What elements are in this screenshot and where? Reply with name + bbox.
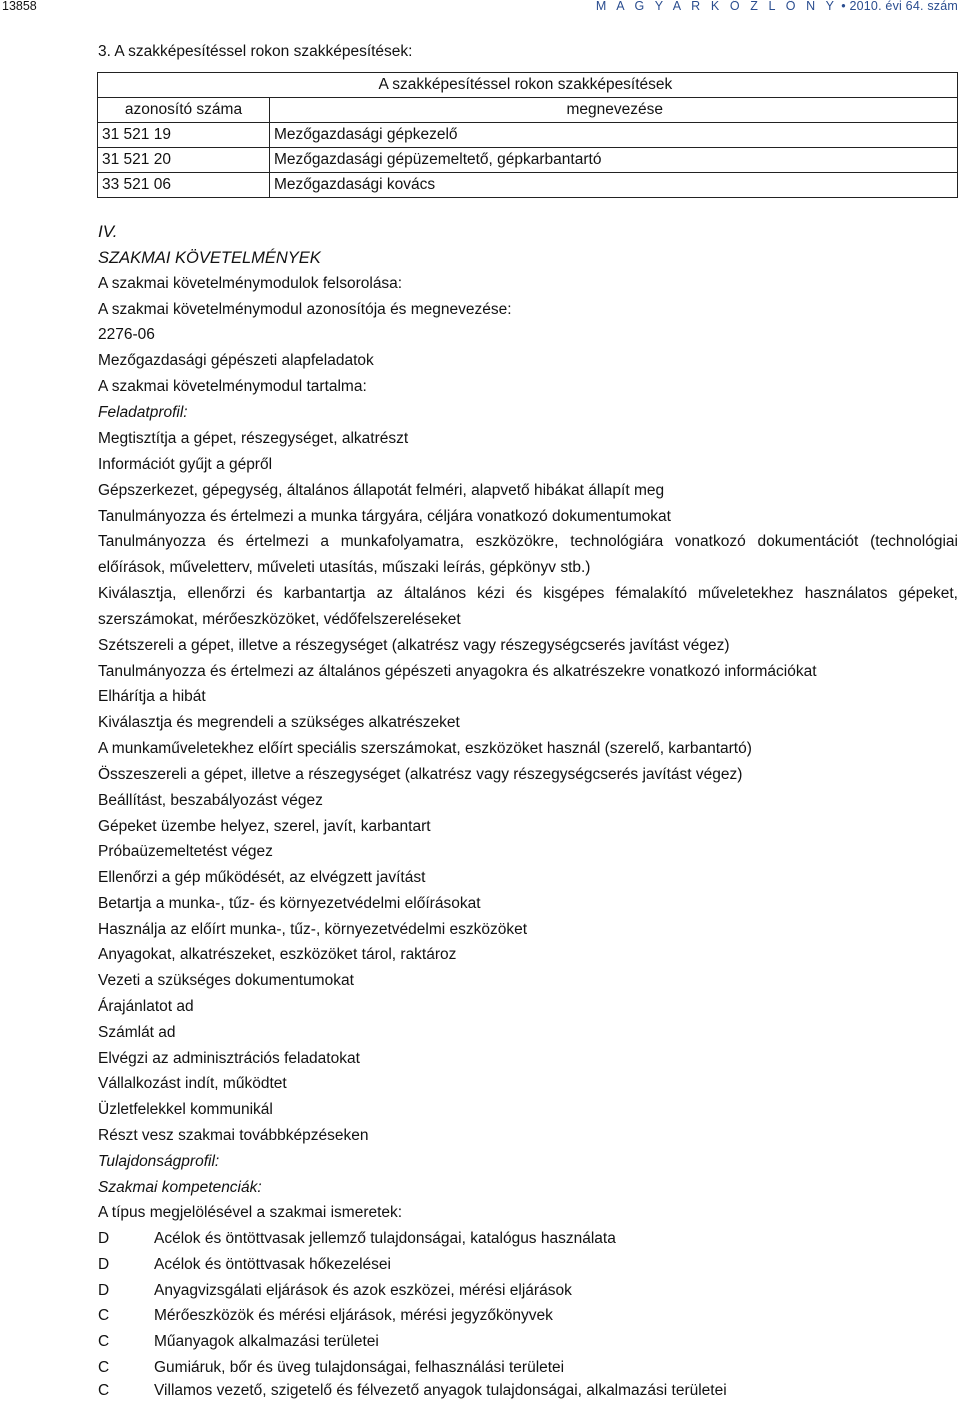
knowledge-topic: Acélok és öntöttvasak jellemző tulajdonságai, katalógus használata (154, 1230, 616, 1247)
task-item: Megtisztítja a gépet, részegységet, alkatrészt (98, 430, 409, 447)
cell-name: Mezőgazdasági gépüzemeltető, gépkarbantartó (270, 148, 958, 173)
task-item: Tanulmányozza és értelmezi az általános gépészeti anyagokra és alkatrészekre vonatkozó információkat (98, 663, 817, 680)
task-item: Szétszereli a gépet, illetve a részegységet (alkatrész vagy részegységcserés javítást végez) (98, 637, 730, 654)
task-item: Vezeti a szükséges dokumentumokat (98, 972, 354, 989)
task-item: Tanulmányozza és értelmezi a munka tárgyára, céljára vonatkozó dokumentumokat (98, 508, 671, 525)
section-heading: 3. A szakképesítéssel rokon szakképesítések: (98, 43, 413, 60)
cell-name: Mezőgazdasági gépkezelő (270, 123, 958, 148)
knowledge-grade: D (98, 1230, 110, 1247)
knowledge-grade: C (98, 1333, 110, 1350)
knowledge-topic: Műanyagok alkalmazási területei (154, 1333, 379, 1350)
table-row (98, 173, 958, 198)
task-item: Kiválasztja és megrendeli a szükséges alkatrészeket (98, 714, 460, 731)
knowledge-topic: Anyagvizsgálati eljárások és azok eszközei, mérési eljárások (154, 1282, 572, 1299)
task-item: Elhárítja a hibát (98, 688, 206, 705)
journal-issue: 2010. évi 64. szám (849, 0, 958, 13)
col-header-name: megnevezése (270, 98, 958, 123)
knowledge-grade: C (98, 1382, 110, 1399)
task-item: Betartja a munka-, tűz- és környezetvédelmi előírásokat (98, 895, 481, 912)
knowledge-label: A típus megjelölésével a szakmai ismeretek: (98, 1204, 403, 1221)
cell-id: 31 521 19 (98, 123, 270, 148)
knowledge-row (98, 1255, 958, 1275)
knowledge-topic: Mérőeszközök és mérési eljárások, mérési jegyzőkönyvek (154, 1307, 553, 1324)
task-item: Próbaüzemeltetést végez (98, 843, 273, 860)
section-number: IV. (98, 222, 118, 241)
task-item: Kiválasztja, ellenőrzi és karbantartja az általános kézi és kisgépes fémalakító műveletekhez használatos gépeket, szerszámokat, mérőeszközöket, védőfelszereléseket (98, 585, 958, 628)
task-item: Információt gyűjt a gépről (98, 456, 273, 473)
task-item: Beállítást, beszabályozást végez (98, 792, 323, 809)
knowledge-grade: C (98, 1307, 110, 1324)
task-item: Részt vesz szakmai továbbképzéseken (98, 1127, 369, 1144)
related-qualifications-table (97, 72, 958, 198)
table-top-header: A szakképesítéssel rokon szakképesítések (270, 73, 958, 98)
knowledge-row (98, 1306, 958, 1326)
task-item: Összeszereli a gépet, illetve a részegységet (alkatrész vagy részegységcserés javítást végez) (98, 766, 743, 783)
module-content-label: A szakmai követelménymodul tartalma: (98, 378, 367, 395)
knowledge-grade: D (98, 1282, 110, 1299)
competencies-label: Szakmai kompetenciák: (98, 1179, 262, 1196)
task-item: Számlát ad (98, 1024, 176, 1041)
module-name: Mezőgazdasági gépészeti alapfeladatok (98, 352, 374, 369)
knowledge-topic: Villamos vezető, szigetelő és félvezető anyagok tulajdonságai, alkalmazási területei (154, 1382, 727, 1399)
knowledge-row (98, 1281, 958, 1301)
module-id: 2276-06 (98, 326, 155, 343)
task-item: Ellenőrzi a gép működését, az elvégzett javítást (98, 869, 426, 886)
table-header-row (98, 98, 958, 123)
task-item: Gépeket üzembe helyez, szerel, javít, karbantart (98, 818, 431, 835)
knowledge-row (98, 1332, 958, 1352)
cell-id: 31 521 20 (98, 148, 270, 173)
knowledge-grade: C (98, 1359, 110, 1376)
task-item: Vállalkozást indít, működtet (98, 1075, 287, 1092)
property-profile-label: Tulajdonságprofil: (98, 1153, 220, 1170)
knowledge-row (98, 1381, 958, 1401)
cell-name: Mezőgazdasági kovács (270, 173, 958, 198)
cell-id: 33 521 06 (98, 173, 270, 198)
task-item: Gépszerkezet, gépegység, általános állapotát felméri, alapvető hibákat állapít meg (98, 482, 665, 499)
task-item: Anyagokat, alkatrészeket, eszközöket tárol, raktároz (98, 946, 457, 963)
module-id-label: A szakmai követelménymodul azonosítója és megnevezése: (98, 301, 512, 318)
col-header-id: azonosító száma (98, 98, 270, 123)
task-profile-label: Feladatprofil: (98, 404, 188, 421)
knowledge-topic: Acélok és öntöttvasak hőkezelései (154, 1256, 391, 1273)
table-row (98, 123, 958, 148)
page-number: 13858 (2, 0, 37, 13)
page-header (0, 0, 960, 14)
section-title: SZAKMAI KÖVETELMÉNYEK (98, 249, 321, 267)
journal-title (596, 0, 958, 13)
knowledge-row (98, 1229, 958, 1249)
task-item: Használja az előírt munka-, tűz-, környezetvédelmi eszközöket (98, 921, 528, 938)
task-item: Árajánlatot ad (98, 998, 194, 1015)
knowledge-topic: Gumiáruk, bőr és üveg tulajdonságai, felhasználási területei (154, 1359, 565, 1376)
task-item: Elvégzi az adminisztrációs feladatokat (98, 1050, 360, 1067)
task-item: Üzletfelekkel kommunikál (98, 1101, 273, 1118)
task-item: A munkaműveletekhez előírt speciális szerszámokat, eszközöket használ (szerelő, karbantartó) (98, 740, 752, 757)
table-header-row (98, 73, 958, 98)
knowledge-grade: D (98, 1256, 110, 1273)
journal-name: M A G Y A R K Ö Z L Ö N Y (595, 0, 838, 13)
journal-bullet: • (841, 0, 846, 13)
table-row (98, 148, 958, 173)
knowledge-row (98, 1358, 958, 1378)
task-item: Tanulmányozza és értelmezi a munkafolyamatra, eszközökre, technológiára vonatkozó dokumentációt (technológiai előírások, műveletterv, műveleti utasítás, műszaki leírás, gépkönyv stb.) (98, 533, 958, 576)
modules-list-label: A szakmai követelménymodulok felsorolása: (98, 275, 403, 292)
